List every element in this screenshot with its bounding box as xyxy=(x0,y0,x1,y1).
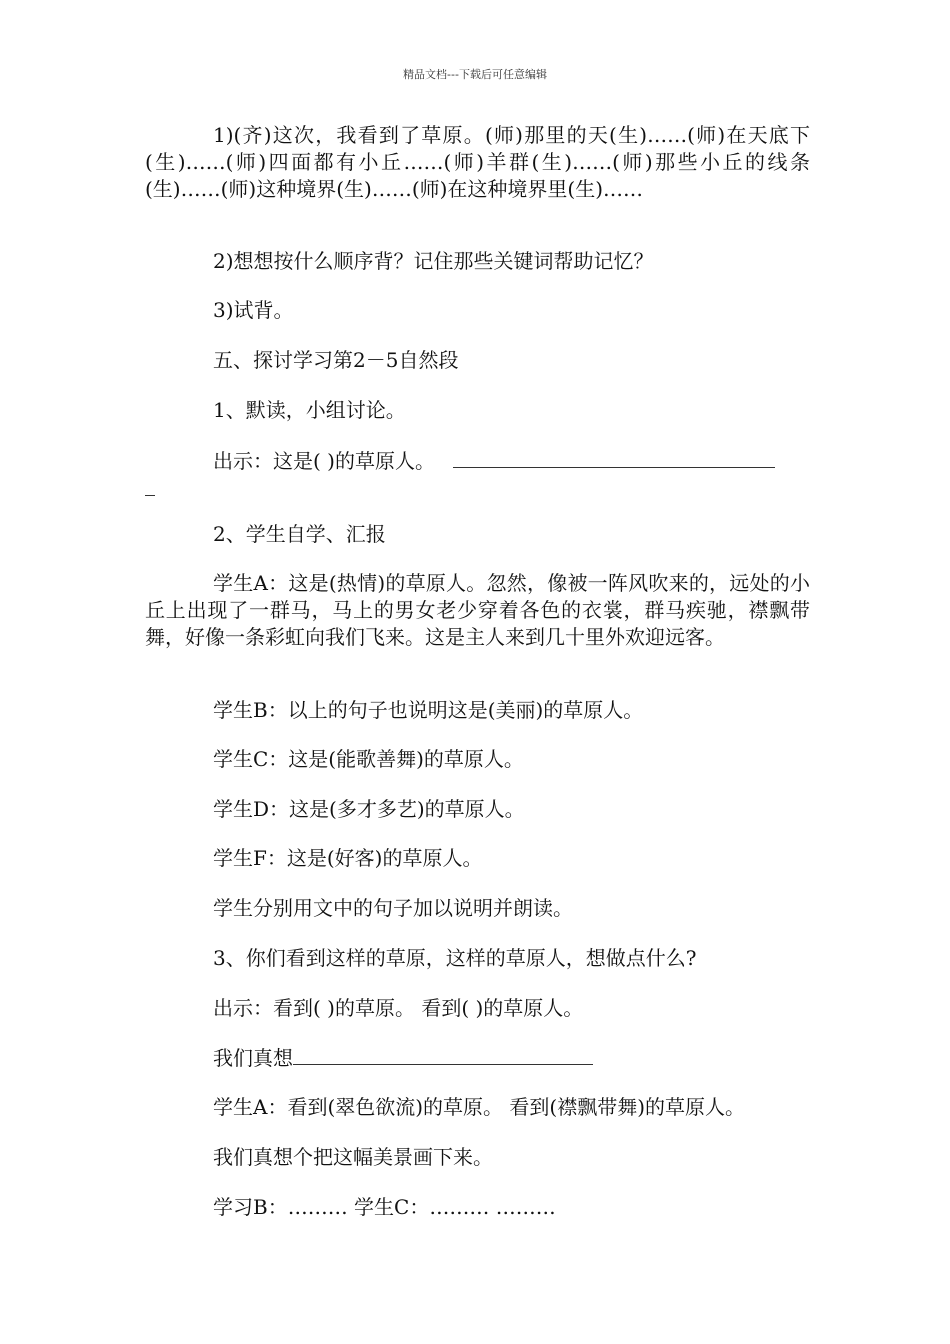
paragraph-self-study: 2、学生自学、汇报 xyxy=(213,522,386,546)
paragraph-student-a-answer: 学生A：看到(翠色欲流)的草原。 看到(襟飘带舞)的草原人。 xyxy=(213,1095,746,1119)
paragraph-silent-read: 1、默读，小组讨论。 xyxy=(213,398,406,422)
paragraph-student-f: 学生F：这是(好客)的草原人。 xyxy=(213,846,483,870)
paragraph-explain: 学生分别用文中的句子加以说明并朗读。 xyxy=(213,896,573,920)
paragraph-try-recite: 3)试背。 xyxy=(213,298,294,322)
paragraph-more-answers: 学习B：……… 学生C：……… ……… xyxy=(213,1195,556,1219)
answer-blank-1 xyxy=(453,447,775,468)
paragraph-student-a: 学生A：这是(热情)的草原人。忽然，像被一阵风吹来的，远处的小丘上出现了一群马，马上的男女老少穿着各色的衣裳，群马疾驰，襟飘带舞，好像一条彩虹向我们飞来。这是主人来到几十里外欢迎远客。 xyxy=(145,571,810,649)
answer-blank-2 xyxy=(293,1044,593,1065)
paragraph-order: 2)想想按什么顺序背？记住那些关键词帮助记忆？ xyxy=(213,249,654,273)
paragraph-student-b: 学生B：以上的句子也说明这是(美丽)的草原人。 xyxy=(213,698,644,722)
we-want-text: 我们真想 xyxy=(213,1046,293,1070)
paragraph-we-want xyxy=(145,1044,810,1072)
paragraph-draw-scene: 我们真想个把这幅美景画下来。 xyxy=(213,1145,493,1169)
page-header: 精品文档---下载后可任意编辑 xyxy=(403,68,547,81)
paragraph-recitation: 1)(齐)这次，我看到了草原。(师)那里的天(生)……(师)在天底下(生)……(师)四面都有小丘……(师)羊群(生)……(师)那些小丘的线条(生)……(师)这种境界(生)……(师)在这种境界里(生)…… xyxy=(145,123,810,201)
answer-blank-1-continuation xyxy=(145,495,155,496)
section-heading-5: 五、探讨学习第2－5自然段 xyxy=(213,348,459,372)
show-1-text: 出示：这是( )的草原人。 xyxy=(213,449,435,473)
paragraph-question-3: 3、你们看到这样的草原，这样的草原人，想做点什么? xyxy=(213,946,697,970)
paragraph-student-d: 学生D：这是(多才多艺)的草原人。 xyxy=(213,797,525,821)
paragraph-show-2: 出示：看到( )的草原。 看到( )的草原人。 xyxy=(213,996,584,1020)
paragraph-show-1 xyxy=(145,447,810,475)
paragraph-student-c: 学生C：这是(能歌善舞)的草原人。 xyxy=(213,747,524,771)
